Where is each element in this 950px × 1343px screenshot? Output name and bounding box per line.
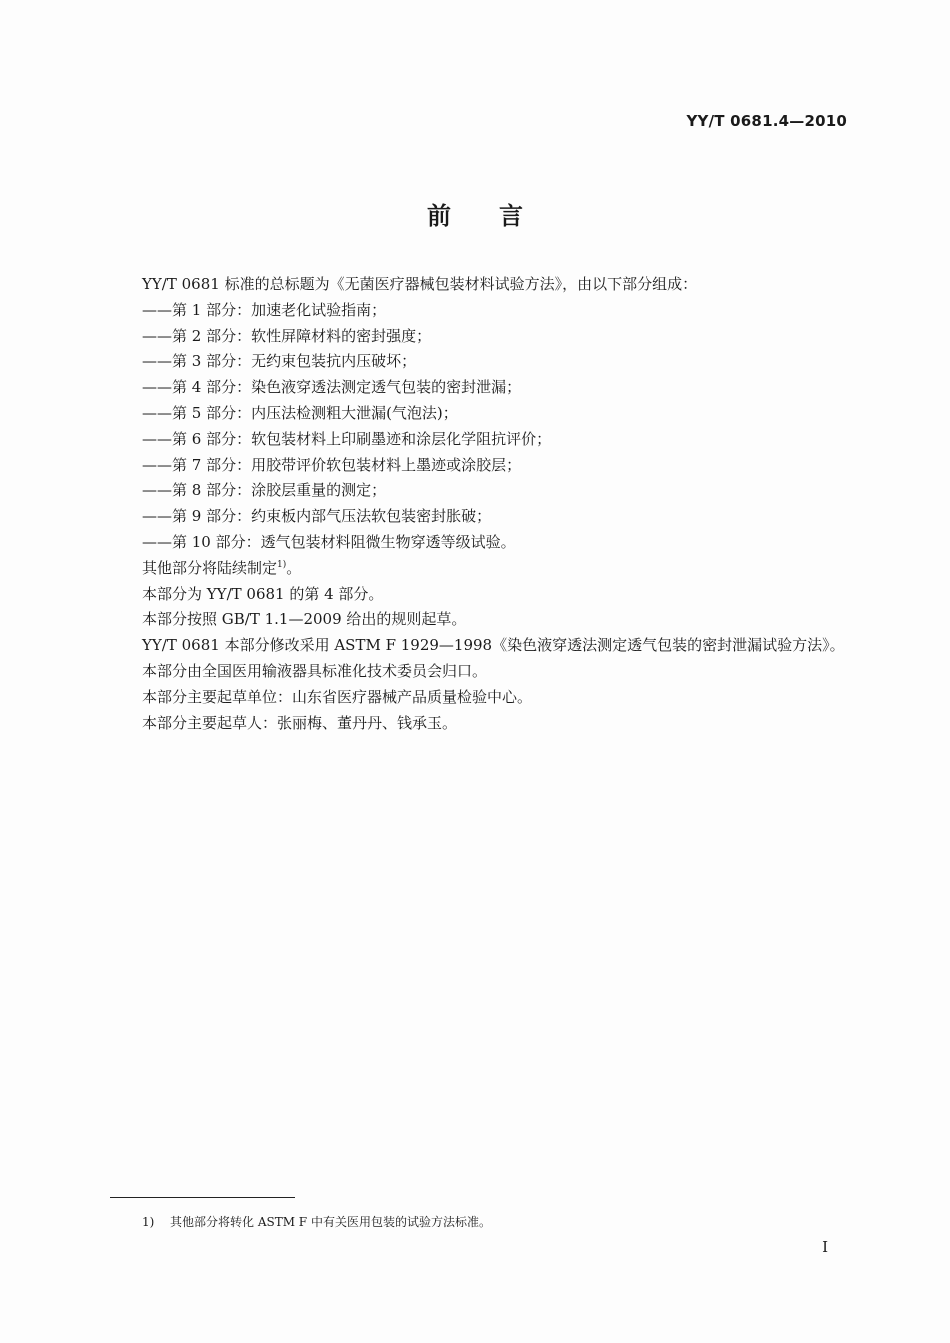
footnote-text: 其他部分将转化 ASTM F 中有关医用包装的试验方法标准。 xyxy=(170,1215,491,1229)
part-item: ——第 4 部分：染色液穿透法测定透气包装的密封泄漏； xyxy=(142,378,522,397)
footnote-mark: 1) xyxy=(142,1215,155,1229)
footnote-reference[interactable]: 1) xyxy=(277,559,287,570)
this-part-paragraph: 本部分为 YY/T 0681 的第 4 部分。 xyxy=(142,584,384,603)
intro-paragraph: YY/T 0681 标准的总标题为《无菌医疗器械包装材料试验方法》，由以下部分组成： xyxy=(142,275,698,293)
footnote-divider xyxy=(110,1197,295,1198)
part-item: ——第 1 部分：加速老化试验指南； xyxy=(142,300,387,319)
part-item: ——第 5 部分：内压法检测粗大泄漏(气泡法)； xyxy=(142,403,458,422)
standard-code: YY/T 0681.4—2010 xyxy=(686,112,847,130)
part-item: ——第 6 部分：软包装材料上印刷墨迹和涂层化学阻抗评价； xyxy=(142,429,552,448)
other-parts-end: 。 xyxy=(286,558,302,577)
page-title: 前言 xyxy=(427,202,571,230)
part-item: ——第 8 部分：涂胶层重量的测定； xyxy=(142,481,387,500)
proposed-by-paragraph: 本部分由全国医用输液器具标准化技术委员会归口。 xyxy=(142,661,488,680)
page-number: I xyxy=(822,1238,828,1256)
footnote xyxy=(142,1213,491,1231)
part-item: ——第 9 部分：约束板内部气压法软包装密封胀破； xyxy=(142,507,492,526)
part-item: ——第 2 部分：软性屏障材料的密封强度； xyxy=(142,326,432,345)
part-item: ——第 3 部分：无约束包装抗内压破坏； xyxy=(142,352,417,371)
drafting-unit-paragraph: 本部分主要起草单位：山东省医疗器械产品质量检验中心。 xyxy=(142,687,533,706)
drafting-rules-paragraph: 本部分按照 GB/T 1.1—2009 给出的规则起草。 xyxy=(142,610,467,629)
other-parts-text: 其他部分将陆续制定 xyxy=(142,558,278,577)
foreword-body xyxy=(110,272,855,736)
other-parts-paragraph xyxy=(110,556,855,582)
part-item: ——第 7 部分：用胶带评价软包装材料上墨迹或涂胶层； xyxy=(142,455,522,474)
part-item: ——第 10 部分：透气包装材料阻微生物穿透等级试验。 xyxy=(142,532,516,551)
drafters-paragraph: 本部分主要起草人：张丽梅、董丹丹、钱承玉。 xyxy=(142,713,458,732)
adoption-paragraph: YY/T 0681 本部分修改采用 ASTM F 1929—1998《染色液穿透法测定透气包装的密封泄漏试验方法》。 xyxy=(142,636,845,655)
